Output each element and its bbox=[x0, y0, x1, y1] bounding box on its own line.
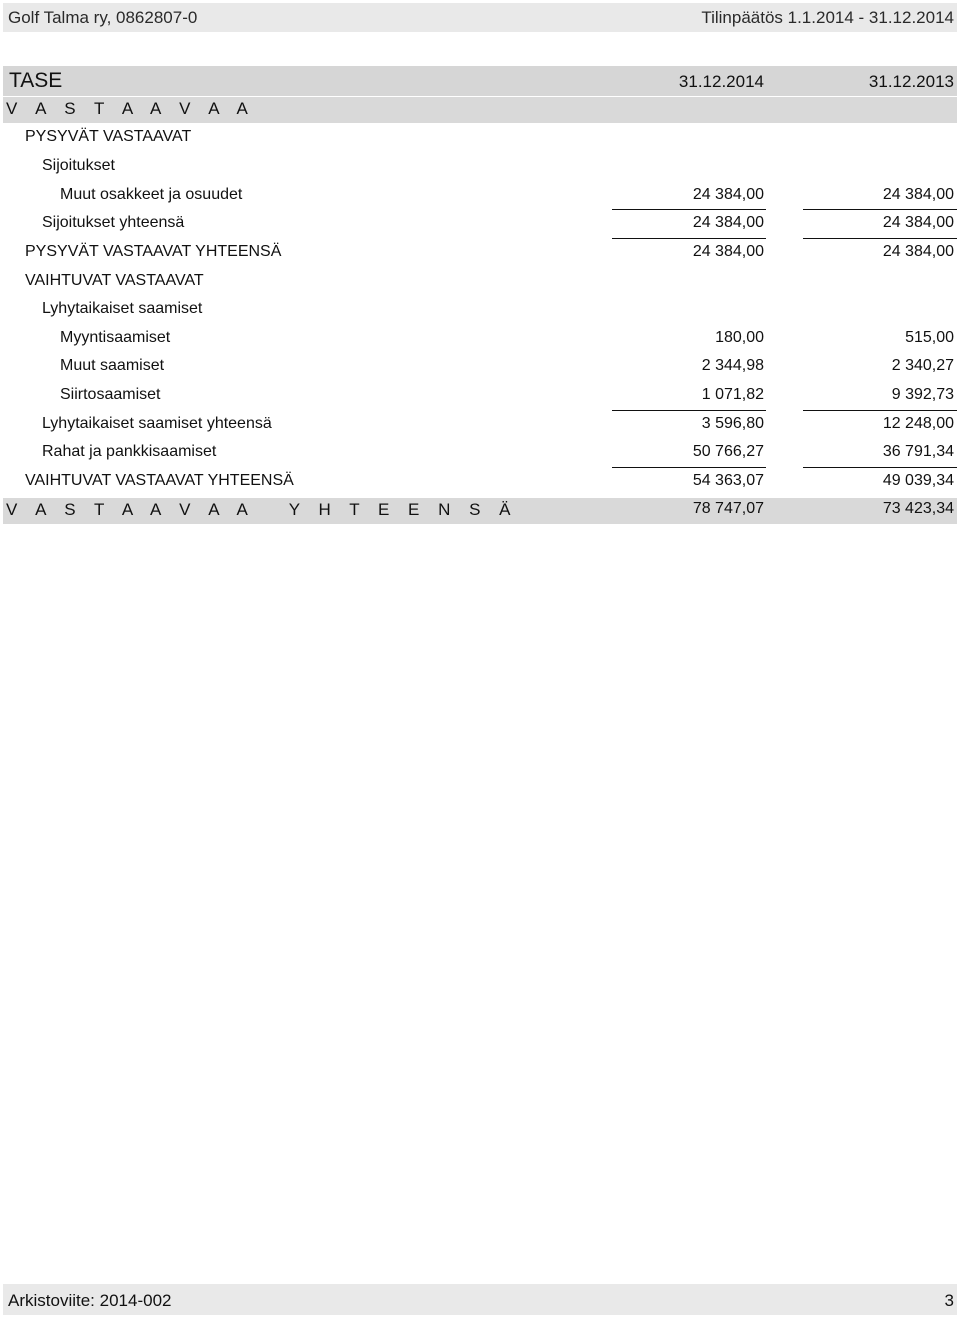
table-row bbox=[3, 270, 957, 296]
value-2013: 49 039,34 bbox=[882, 472, 954, 489]
subtotal-rule bbox=[612, 410, 766, 411]
row-label: PYSYVÄT VASTAAVAT bbox=[25, 128, 192, 145]
row-label: VAIHTUVAT VASTAAVAT bbox=[25, 272, 204, 289]
row-label: Sijoitukset bbox=[42, 157, 115, 174]
value-2014: 78 747,07 bbox=[692, 500, 764, 517]
table-row bbox=[3, 212, 957, 238]
value-2013: 24 384,00 bbox=[882, 186, 954, 203]
table-row bbox=[3, 126, 957, 152]
document-footer bbox=[3, 1284, 957, 1315]
row-label: Rahat ja pankkisaamiset bbox=[42, 443, 217, 460]
table-row bbox=[3, 97, 957, 123]
value-2014: 180,00 bbox=[715, 329, 764, 346]
value-2013: 73 423,34 bbox=[882, 500, 954, 517]
archive-reference: Arkistoviite: 2014-002 bbox=[8, 1291, 172, 1310]
table-row bbox=[3, 155, 957, 181]
report-period: Tilinpäätös 1.1.2014 - 31.12.2014 bbox=[701, 8, 954, 27]
row-label: Lyhytaikaiset saamiset bbox=[42, 300, 203, 317]
value-2013: 9 392,73 bbox=[891, 386, 954, 403]
table-row bbox=[3, 498, 957, 524]
value-2013: 12 248,00 bbox=[882, 415, 954, 432]
row-label: VAIHTUVAT VASTAAVAT YHTEENSÄ bbox=[25, 472, 294, 489]
row-label: Myyntisaamiset bbox=[60, 329, 171, 346]
table-row bbox=[3, 470, 957, 496]
row-label: V A S T A A V A A Y H T E E N S Ä bbox=[6, 500, 518, 519]
row-label: Lyhytaikaiset saamiset yhteensä bbox=[42, 415, 272, 432]
value-2013: 2 340,27 bbox=[891, 357, 954, 374]
value-2013: 515,00 bbox=[905, 329, 954, 346]
value-2014: 24 384,00 bbox=[692, 186, 764, 203]
table-row bbox=[3, 413, 957, 439]
subtotal-rule bbox=[803, 238, 957, 239]
value-2014: 1 071,82 bbox=[701, 386, 764, 403]
subtotal-rule bbox=[803, 410, 957, 411]
row-label: Siirtosaamiset bbox=[60, 386, 161, 403]
row-label: Sijoitukset yhteensä bbox=[42, 214, 185, 231]
subtotal-rule bbox=[612, 238, 766, 239]
column-header-2014: 31.12.2014 bbox=[678, 72, 764, 91]
value-2013: 24 384,00 bbox=[882, 214, 954, 231]
value-2013: 36 791,34 bbox=[882, 443, 954, 460]
table-row bbox=[3, 441, 957, 467]
column-header-2013: 31.12.2013 bbox=[868, 72, 954, 91]
table-row bbox=[3, 241, 957, 267]
value-2014: 24 384,00 bbox=[692, 214, 764, 231]
balance-sheet-header bbox=[3, 66, 957, 96]
subtotal-rule bbox=[612, 467, 766, 468]
subtotal-rule bbox=[612, 209, 766, 210]
row-label: Muut saamiset bbox=[60, 357, 165, 374]
row-label: Muut osakkeet ja osuudet bbox=[60, 186, 243, 203]
row-label: PYSYVÄT VASTAAVAT YHTEENSÄ bbox=[25, 243, 282, 260]
table-row bbox=[3, 327, 957, 353]
subtotal-rule bbox=[803, 209, 957, 210]
value-2014: 50 766,27 bbox=[692, 443, 764, 460]
value-2014: 3 596,80 bbox=[701, 415, 764, 432]
value-2014: 54 363,07 bbox=[692, 472, 764, 489]
row-label: V A S T A A V A A bbox=[6, 99, 255, 118]
table-row bbox=[3, 384, 957, 410]
page-number: 3 bbox=[944, 1291, 954, 1310]
document-header bbox=[3, 3, 957, 32]
value-2014: 2 344,98 bbox=[701, 357, 764, 374]
company-name: Golf Talma ry, 0862807-0 bbox=[8, 8, 198, 27]
table-row bbox=[3, 184, 957, 210]
value-2013: 24 384,00 bbox=[882, 243, 954, 260]
table-row bbox=[3, 298, 957, 324]
subtotal-rule bbox=[803, 467, 957, 468]
table-row bbox=[3, 355, 957, 381]
balance-sheet-title: TASE bbox=[9, 69, 63, 92]
value-2014: 24 384,00 bbox=[692, 243, 764, 260]
